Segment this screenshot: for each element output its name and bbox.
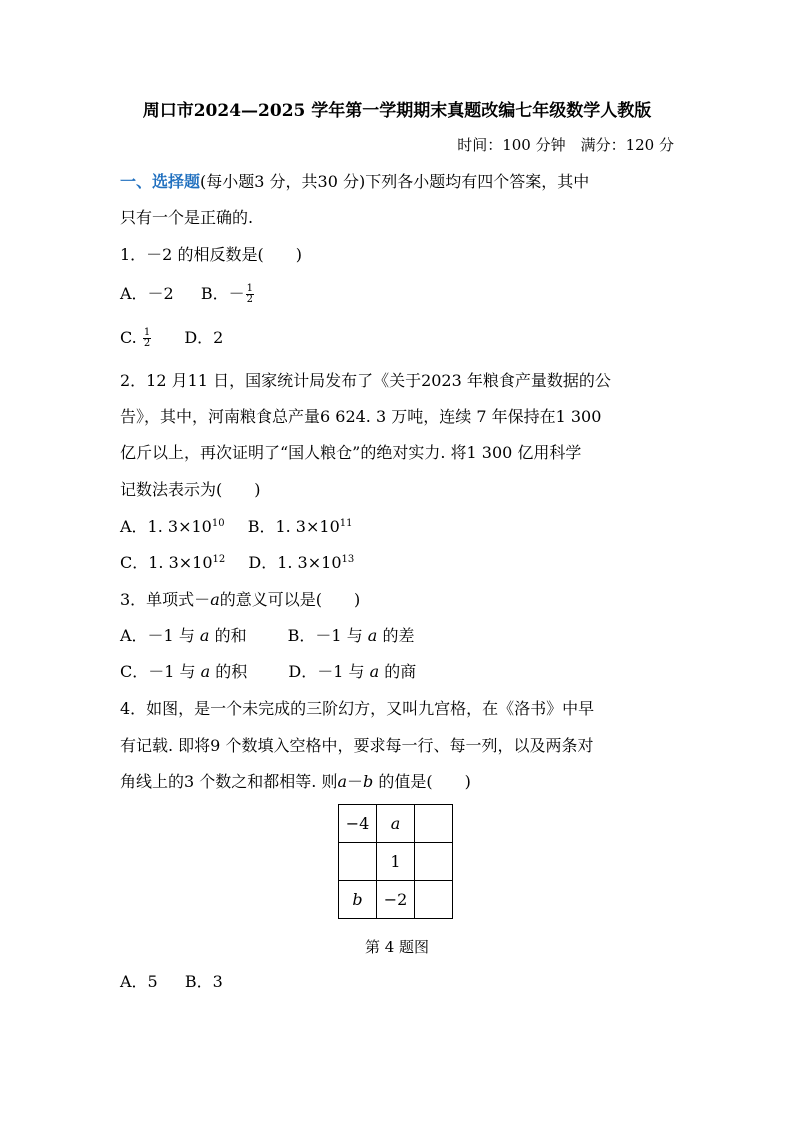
- grid-cell: [415, 881, 453, 919]
- grid-cell: [339, 843, 377, 881]
- grid-cell: [415, 805, 453, 843]
- grid-row: [339, 805, 453, 843]
- q4-line-2: 有记载. 即将9 个数填入空格中，要求每一行、每一列，以及两条对: [120, 736, 594, 755]
- q2-options-ab: [120, 517, 352, 537]
- q2-line-1: 2．12 月11 日，国家统计局发布了《关于2023 年粮食产量数据的公: [120, 371, 611, 390]
- q2-option-a: A．1. $3\times 10^{10}$: [120, 517, 225, 536]
- grid-cell: −4: [339, 805, 377, 843]
- exam-meta: 时间：100 分钟 满分：120 分: [457, 136, 674, 154]
- q2-line-2: 告》，其中，河南粮食总产量6 624. 3 万吨，连续 7 年保持在1 300: [120, 407, 602, 426]
- figure-caption: 第 4 题图: [364, 938, 430, 956]
- page-title: 周口市2024—2025 学年第一学期期末真题改编七年级数学人教版: [142, 101, 652, 121]
- q2-line-3: 亿斤以上，再次证明了“国人粮仓”的绝对实力. 将1 300 亿用科学: [120, 443, 582, 462]
- grid-cell: [415, 843, 453, 881]
- q1-option-d: D．2: [184, 328, 224, 347]
- q1-option-c: C. $\frac{1}{2}$: [120, 327, 151, 349]
- q4-option-a: A．5: [120, 972, 158, 991]
- q1-option-a: A．－2: [120, 284, 174, 303]
- q1-options-cd: [120, 328, 223, 349]
- section-note-2: 只有一个是正确的.: [120, 208, 254, 227]
- magic-square-grid: [338, 804, 453, 919]
- q1-options-ab: [120, 284, 254, 305]
- q3-options-ab: [120, 626, 414, 646]
- q2-options-cd: [120, 553, 354, 573]
- q2-option-d: D．1. $3\times 10^{13}$: [248, 553, 355, 572]
- section-note-1: (每小题3 分，共30 分)下列各小题均有四个答案，其中: [200, 172, 590, 191]
- section-heading: 一、选择题: [120, 172, 201, 191]
- q3-stem: 3．单项式－a的意义可以是( ): [120, 590, 361, 609]
- q3-option-d: D．－1 与 a 的商: [288, 662, 417, 681]
- fraction-half: $\frac{1}{2}$: [143, 327, 151, 349]
- grid-cell: b: [339, 881, 377, 919]
- fraction-half: $\frac{1}{2}$: [246, 283, 253, 305]
- q2-option-b: B．1. $3\times 10^{11}$: [247, 517, 353, 536]
- q3-options-cd: [120, 662, 416, 682]
- section-heading-line: [120, 172, 589, 192]
- q1-stem: 1．－2 的相反数是( ): [120, 245, 302, 264]
- q3-option-c: C．－1 与 a 的积: [120, 662, 248, 681]
- q4-options-ab: [120, 972, 223, 992]
- q3-option-b: B．－1 与 a 的差: [287, 626, 415, 645]
- q3-option-a: A．－1 与 a 的和: [120, 626, 247, 645]
- q2-line-4: 记数法表示为( ): [120, 480, 261, 499]
- q4-option-b: B．3: [184, 972, 223, 991]
- q4-line-3: 角线上的3 个数之和都相等. 则a－b 的值是( ): [120, 772, 471, 791]
- grid-cell: −2: [377, 881, 415, 919]
- q1-option-b: B．－ $\frac{1}{2}$: [200, 283, 253, 305]
- grid-row: [339, 881, 453, 919]
- grid-row: [339, 843, 453, 881]
- q4-line-1: 4．如图，是一个未完成的三阶幻方，又叫九宫格，在《洛书》中早: [120, 699, 595, 718]
- grid-cell: a: [377, 805, 415, 843]
- q2-option-c: C．1. $3\times 10^{12}$: [120, 553, 226, 572]
- grid-cell: 1: [377, 843, 415, 881]
